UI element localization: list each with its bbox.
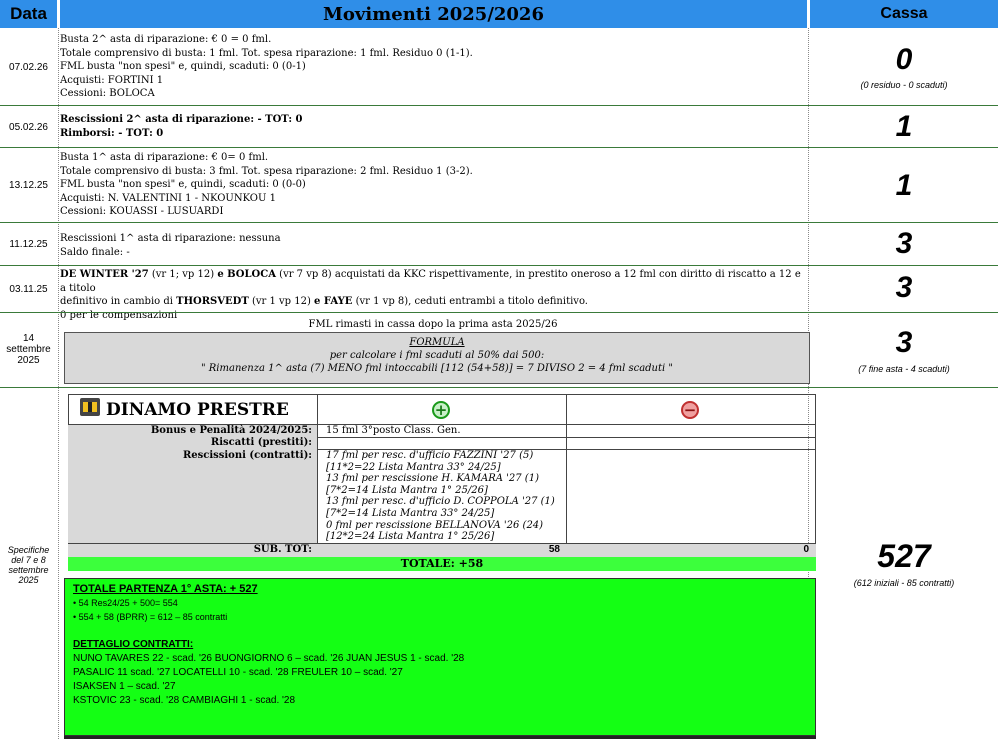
cassa-value: 3 [895,271,913,304]
team-name: DINAMO PRESTRE [106,400,289,420]
player-name: DE WINTER '27 [60,269,149,280]
contract-line: KSTOVIC 23 - scad. '28 CAMBIAGHI 1 - scad. '28 [73,695,296,706]
row-line: Acquisti: N. VALENTINI 1 - NKOUNKOU 1 [60,192,276,204]
row-body [60,33,806,101]
team-table [68,394,816,572]
row-separator [0,387,998,388]
row-text: definitivo in cambio di [60,296,177,308]
contract-line: ISAKSEN 1 – scad. '27 [73,681,176,692]
player-name: e FAYE [314,296,353,308]
header-movimenti: Movimenti 2025/2026 [60,0,807,28]
row-date: 03.11.25 [9,283,48,295]
row-date: 11.12.25 [9,238,48,250]
cassa-note: (0 residuo - 0 scaduti) [860,80,948,90]
row-date: Specifiche del 7 e 8 settembre 2025 [7,545,50,585]
row-line [60,268,806,295]
formula-title: FORMULA [409,337,465,348]
bonus-label: Bonus e Penalità 2024/2025: [150,425,312,436]
rescissione-line: [7*2=14 Lista Mantra 33° 24/25] [326,507,495,519]
rescissioni-label: Rescissioni (contratti): [182,450,312,461]
cassa-value: 527 [877,538,931,574]
subtot-plus: 58 [548,544,560,555]
row-line: Rescissioni 2^ asta di riparazione: - TOT: 0 [60,114,303,125]
team-table-divider [317,394,318,557]
row-date: 07.02.26 [9,61,48,73]
row-body [60,232,806,259]
cassa-value: 3 [895,326,913,359]
summary-title: TOTALE PARTENZA 1° ASTA: + 527 [73,583,258,595]
dettaglio-title: DETTAGLIO CONTRATTI: [73,639,194,650]
rescissioni-list [326,450,555,543]
subtot-minus: 0 [803,544,809,555]
conjunction: e [217,269,224,280]
cassa-value: 0 [895,43,913,76]
rescissione-line: [12*2=24 Lista Mantra 1° 25/26] [326,531,495,543]
header-cassa: Cassa [810,0,998,28]
team-table-divider [566,394,567,557]
row-line: FML busta "non spesi" e, quindi, scaduti: 0 (0-1) [60,61,306,73]
row-date: 13.12.25 [9,179,48,191]
cassa-note: (612 iniziali - 85 contratti) [853,578,955,588]
row-line: Busta 1^ asta di riparazione: € 0= 0 fml. [60,152,269,163]
formula-line: " Rimanenza 1^ asta (7) MENO fml intoccabili [112 (54+58)] = 7 DIVISO 2 = 4 fml scaduti " [201,363,673,374]
player-info: (vr 1 vp 12) [248,296,315,308]
totale-bar: TOTALE: +58 [68,557,816,571]
summary-box [64,578,816,736]
row-cassa [810,540,998,588]
row-line: Rescissioni 1^ asta di riparazione: nessuna [60,233,281,244]
row-line: Cessioni: BOLOCA [60,88,155,100]
contract-line: PASALIC 11 scad. '27 LOCATELLI 10 - scad. '28 FREULER 10 – scad. '27 [73,667,403,678]
row-cassa [810,327,998,374]
cassa-value: 1 [895,169,913,202]
rescissione-line: 0 fml per rescissione BELLANOVA '26 (24) [326,519,544,531]
rescissione-line: [11*2=22 Lista Mantra 33° 24/25] [326,461,501,473]
row-separator [0,147,998,148]
row-line: 0 per le compensazioni [60,309,178,321]
row-separator [0,312,998,313]
row-cassa [810,111,998,143]
rescissione-line: 13 fml per rescissione H. KAMARA '27 (1) [326,473,539,485]
rescissione-line: [7*2=14 Lista Mantra 1° 25/26] [326,484,488,496]
row-separator [0,265,998,266]
rescissione-line: 13 fml per resc. d'ufficio D. COPPOLA '27 (1) [326,496,555,508]
cassa-note: (7 fine asta - 4 scaduti) [858,364,950,374]
row-separator [0,222,998,223]
plus-icon: + [432,401,450,419]
row-body [60,268,806,322]
row-cassa [810,272,998,304]
row-text: (vr 1 vp 8), ceduti entrambi a titolo definitivo. [352,296,588,308]
row-cassa [810,228,998,260]
row-line: Saldo finale: - [60,246,130,258]
row-line: Rimborsi: - TOT: 0 [60,127,164,139]
player-name: BOLOCA [223,269,276,280]
team-logo-stripe [88,402,92,412]
row-line: FML busta "non spesi" e, quindi, scaduti: 0 (0-0) [60,179,306,191]
bonus-value: 15 fml 3°posto Class. Gen. [326,425,461,436]
player-info: (vr 1; vp 12) [148,269,218,280]
row-date: 05.02.26 [9,121,48,133]
row-line: Busta 2^ asta di riparazione: € 0 = 0 fml. [60,34,272,45]
row-cassa [810,170,998,202]
riscatti-label: Riscatti (prestiti): [210,437,312,448]
row-body [60,151,806,219]
formula-line: per calcolare i fml scaduti al 50% dai 500: [329,350,545,361]
row-text: (vr 7 vp 8) acquistati da KKC rispettivamente, in prestito oneroso a 12 fml con diritto di riscatto a 12 e a titolo [60,269,801,294]
row-body [60,113,806,140]
row-line: Totale comprensivo di busta: 1 fml. Tot. spesa riparazione: 1 fml. Residuo 0 (1-1). [60,47,473,59]
column-divider [58,28,59,739]
row-title: FML rimasti in cassa dopo la prima asta 2025/26 [308,319,558,330]
cassa-value: 1 [895,110,913,143]
minus-icon: − [681,401,699,419]
subtot-label: SUB. TOT: [253,544,312,555]
row-separator [0,105,998,106]
row-date: 14 settembre 2025 [6,332,51,366]
rescissione-line: 17 fml per resc. d'ufficio FAZZINI '27 (5) [326,450,534,461]
contract-line: NUNO TAVARES 22 - scad. '26 BUONGIORNO 6 – scad. '26 JUAN JESUS 1 - scad. '28 [73,653,465,664]
formula-box [64,332,810,384]
row-line [60,295,806,309]
row-cassa [810,44,998,90]
row-line: Acquisti: FORTINI 1 [60,74,164,86]
header-data: Data [0,0,57,28]
row-line: Cessioni: KOUASSI - LUSUARDI [60,206,224,218]
player-name: THORSVEDT [176,296,249,308]
summary-line: • 54 Res24/25 + 500= 554 [73,598,178,608]
cassa-value: 3 [895,227,913,260]
team-logo [80,398,100,416]
summary-line: • 554 + 58 (BPRR) = 612 – 85 contratti [73,612,228,622]
row-line: Totale comprensivo di busta: 3 fml. Tot. spesa riparazione: 2 fml. Residuo 1 (3-2). [60,165,473,177]
